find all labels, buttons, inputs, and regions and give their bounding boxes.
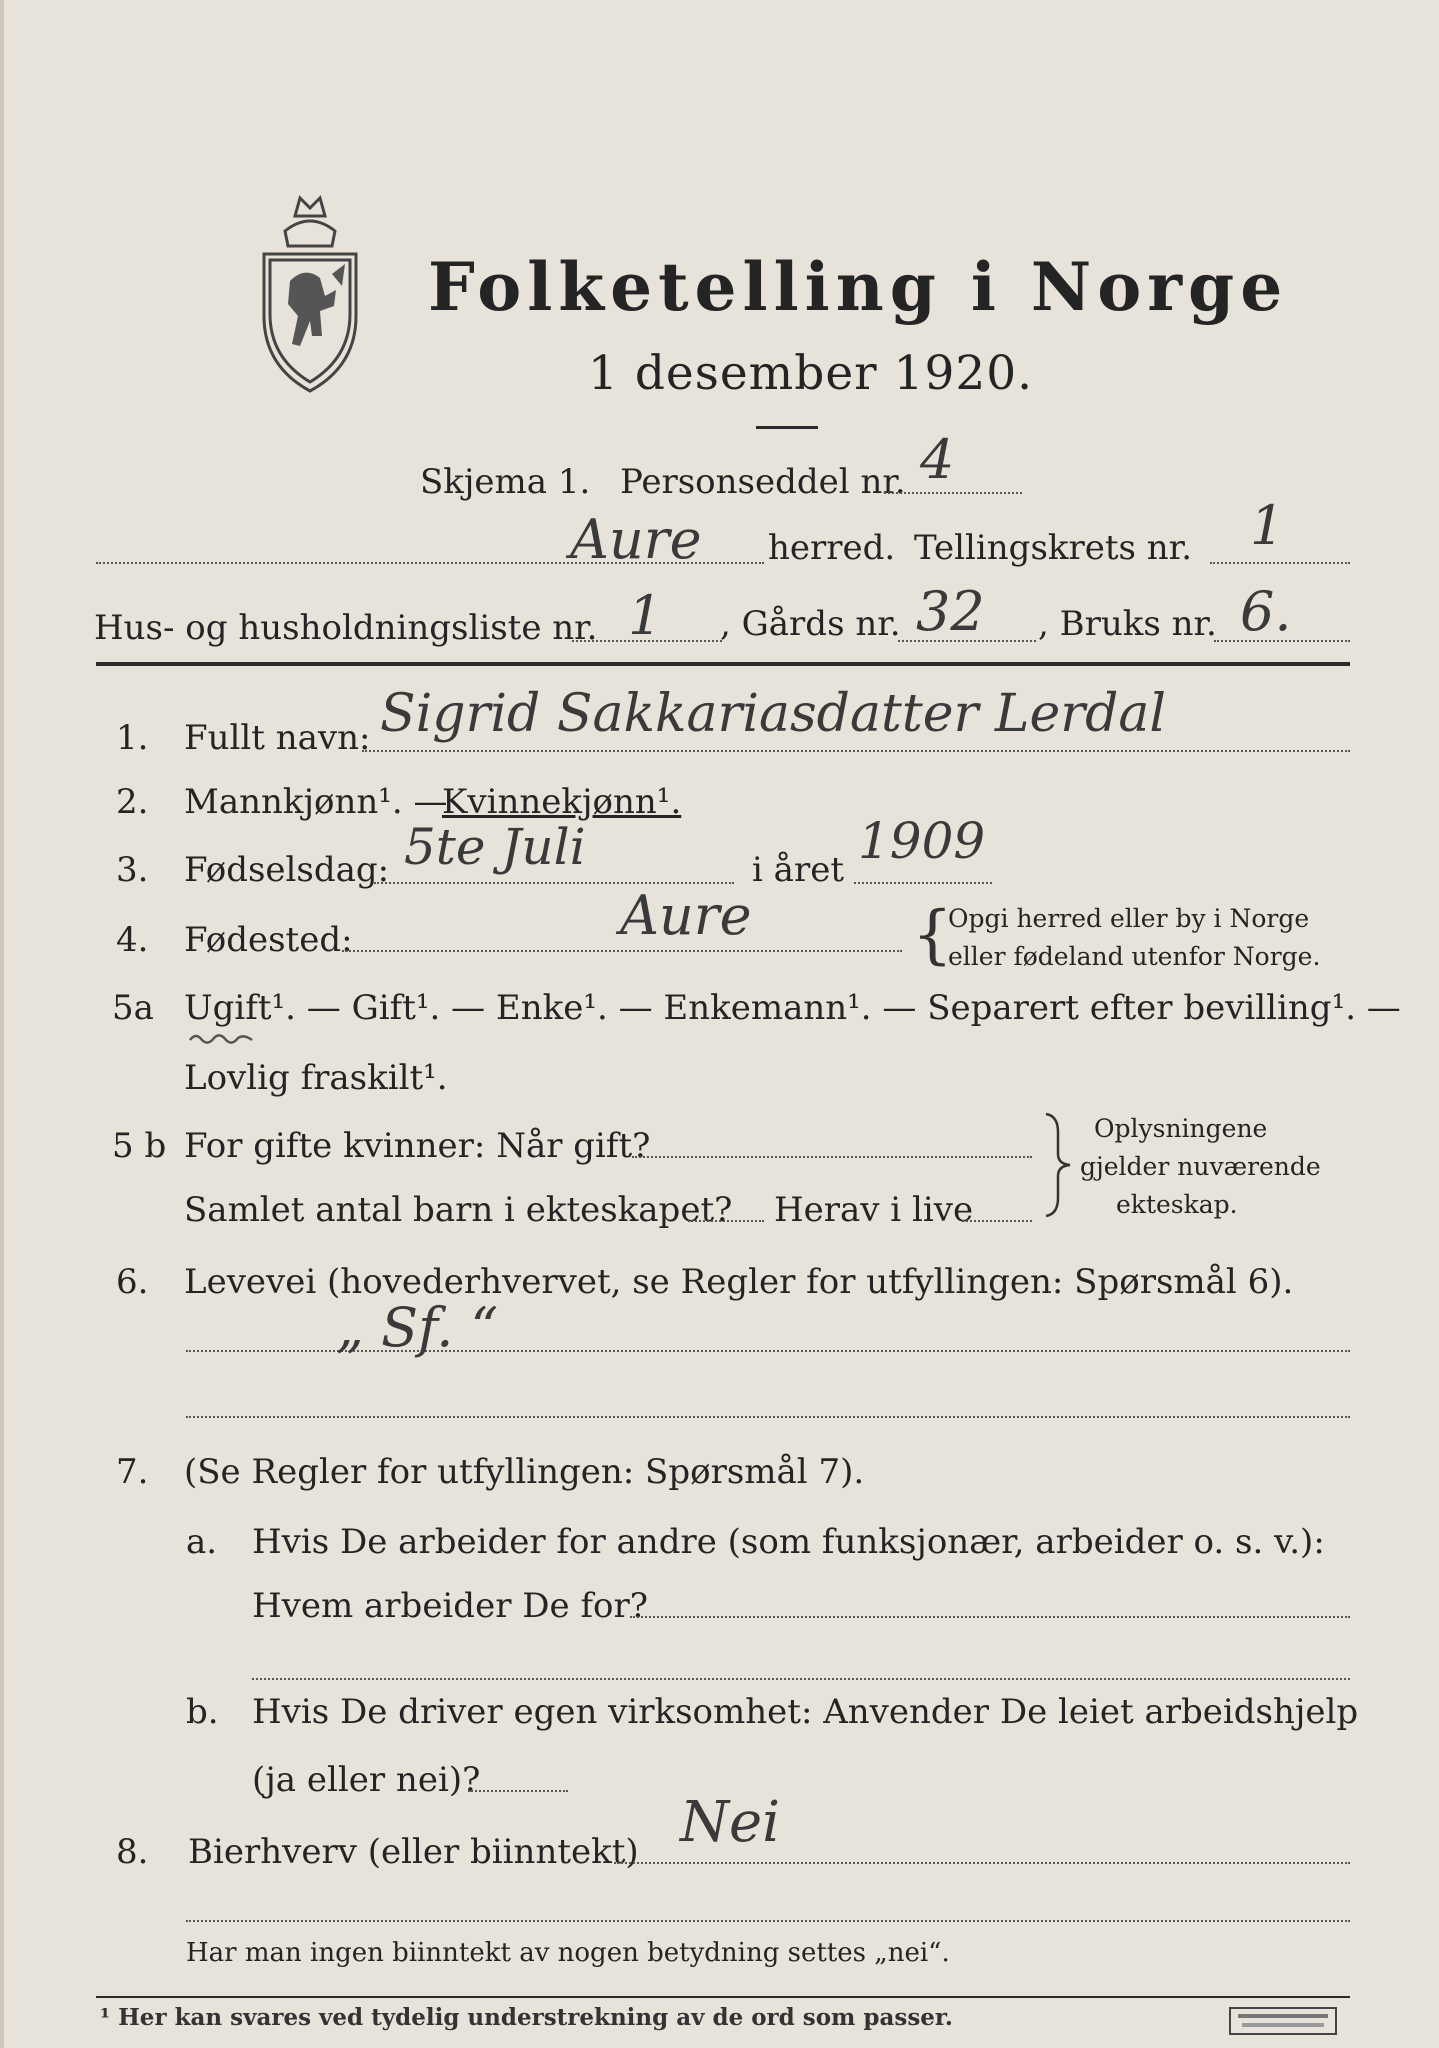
- personseddel-line: [884, 492, 1022, 494]
- bruks-value: 6.: [1240, 580, 1292, 643]
- q7a-answer-line-2: [252, 1678, 1350, 1680]
- q6-number: 6.: [116, 1262, 149, 1302]
- krets-value: 1: [1250, 494, 1285, 557]
- q1-label: Fullt navn:: [184, 718, 371, 758]
- q5a-line-2: Lovlig fraskilt¹.: [184, 1058, 448, 1098]
- q1-line: [362, 750, 1350, 752]
- krets-line: [1210, 562, 1350, 564]
- q5b-line-2: [688, 1220, 764, 1222]
- q5b-label-2: Samlet antal barn i ekteskapet?: [184, 1190, 733, 1230]
- q5b-label-1: For gifte kvinner: Når gift?: [184, 1126, 651, 1166]
- footnote: ¹ Her kan svares ved tydelig understrekning av de ord som passer.: [100, 2004, 953, 2031]
- q7a-line-1: Hvis De arbeider for andre (som funksjonær, arbeider o. s. v.):: [252, 1522, 1325, 1562]
- q8-line-2: [186, 1920, 1350, 1922]
- q2-female: Kvinnekjønn¹.: [442, 782, 682, 822]
- q2-number: 2.: [116, 782, 149, 822]
- coat-of-arms-icon: [250, 186, 370, 396]
- herred-label: herred.: [768, 528, 896, 568]
- q4-label: Fødested:: [184, 920, 353, 960]
- q8-line: [614, 1862, 1350, 1864]
- bruks-label: , Bruks nr.: [1038, 604, 1217, 644]
- schema-label: Skjema 1.: [420, 462, 591, 502]
- personseddel-label: Personseddel nr.: [620, 462, 906, 502]
- birth-year-value: 1909: [858, 812, 986, 870]
- q5b-brace: [1040, 1112, 1074, 1218]
- q4-number: 4.: [116, 920, 149, 960]
- q5b-line-3: [962, 1220, 1032, 1222]
- page-edge-left: [0, 0, 4, 2048]
- full-name-value: Sigrid Sakkariasdatter Lerdal: [380, 684, 1166, 744]
- gards-value: 32: [916, 580, 985, 643]
- q7a-answer-line-1: [630, 1616, 1350, 1618]
- footer-rule: [96, 1996, 1350, 1998]
- q8-number: 8.: [116, 1832, 149, 1872]
- q4-brace: {: [912, 898, 953, 972]
- q8-label: Bierhverv (eller biinntekt): [188, 1832, 639, 1872]
- q5b-label-3: Herav i live: [774, 1190, 974, 1230]
- header-rule: [96, 662, 1350, 666]
- side-income-value: Nei: [680, 1790, 781, 1855]
- gards-label: , Gårds nr.: [720, 604, 901, 644]
- household-value: 1: [628, 584, 663, 647]
- q3-label: Fødselsdag:: [184, 850, 390, 890]
- birthday-value: 5te Juli: [404, 818, 586, 876]
- q3-number: 3.: [116, 850, 149, 890]
- q7a-line-2: Hvem arbeider De for?: [252, 1586, 648, 1626]
- q5b-note-3: ekteskap.: [1116, 1190, 1238, 1219]
- household-label: Hus- og husholdningsliste nr.: [94, 608, 598, 648]
- herred-value: Aure: [570, 508, 702, 571]
- q4-note-1: Opgi herred eller by i Norge: [948, 904, 1310, 933]
- personseddel-value: 4: [920, 428, 955, 491]
- q3-year-line: [854, 882, 992, 884]
- q4-note-2: eller fødeland utenfor Norge.: [948, 942, 1321, 971]
- q3-year-label: i året: [752, 850, 844, 890]
- footer-note: Har man ingen biinntekt av nogen betydning settes „nei“.: [186, 1938, 950, 1968]
- q5b-line-1: [632, 1156, 1032, 1158]
- q7b-line-2: (ja eller nei)?: [252, 1760, 481, 1800]
- q7b-line-1: Hvis De driver egen virksomhet: Anvender De leiet arbeidshjelp: [252, 1692, 1359, 1732]
- q5b-number: 5 b: [112, 1126, 167, 1166]
- birthplace-value: Aure: [620, 884, 752, 947]
- q5b-note-2: gjelder nuværende: [1080, 1152, 1321, 1181]
- q7-label: (Se Regler for utfyllingen: Spørsmål 7).: [184, 1452, 865, 1492]
- q1-number: 1.: [116, 718, 149, 758]
- ugift-mark-icon: [188, 1030, 254, 1048]
- title-divider: [756, 426, 818, 429]
- form-title: Folketelling i Norge: [428, 248, 1289, 326]
- q5b-note-1: Oplysningene: [1094, 1114, 1268, 1143]
- printer-stamp-icon: [1228, 2006, 1338, 2036]
- q7b-letter: b.: [186, 1692, 219, 1732]
- q6-line-2: [186, 1416, 1350, 1418]
- occupation-value: „ Sf. “: [336, 1296, 499, 1359]
- krets-label: Tellingskrets nr.: [914, 528, 1193, 568]
- q2-male: Mannkjønn¹. —: [184, 782, 448, 822]
- census-date: 1 desember 1920.: [588, 346, 1034, 401]
- q5a-line-1: Ugift¹. — Gift¹. — Enke¹. — Enkemann¹. — Separert efter bevilling¹. —: [184, 988, 1401, 1028]
- q5a-number: 5a: [112, 988, 154, 1028]
- q7b-answer-line: [468, 1790, 568, 1792]
- q7-number: 7.: [116, 1452, 149, 1492]
- q7a-letter: a.: [186, 1522, 218, 1562]
- q4-line: [342, 950, 902, 952]
- q6-label: Levevei (hovederhvervet, se Regler for utfyllingen: Spørsmål 6).: [184, 1262, 1294, 1302]
